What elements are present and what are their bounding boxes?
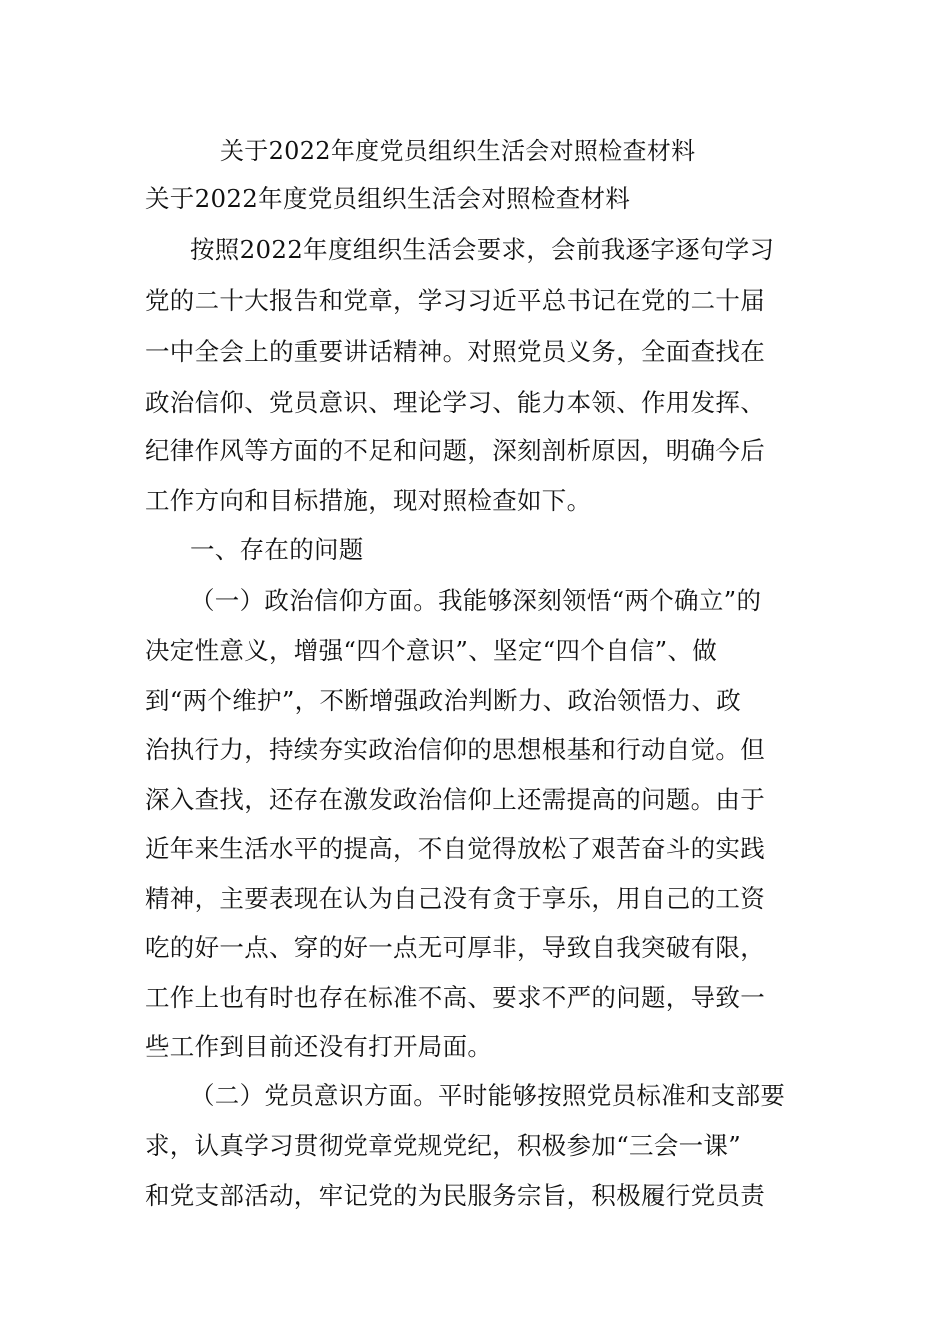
paragraph-line: （二）党员意识方面。平时能够按照党员标准和支部要 [190, 1081, 786, 1110]
paragraph-line: 吃的好一点、穿的好一点无可厚非，导致自我突破有限， [145, 933, 765, 962]
paragraph-line: 些工作到目前还没有打开局面。 [145, 1032, 493, 1061]
paragraph-line: 党的二十大报告和党章，学习习近平总书记在党的二十届 [145, 286, 765, 315]
document-title: 关于2022年度党员组织生活会对照检查材料 [220, 137, 696, 165]
paragraph-line: 决定性意义，增强“四个意识”、坚定“四个自信”、做 [145, 636, 718, 665]
paragraph-line: （一）政治信仰方面。我能够深刻领悟“两个确立”的 [190, 586, 762, 615]
paragraph-line: 治执行力，持续夯实政治信仰的思想根基和行动自觉。但 [145, 735, 765, 764]
paragraph-line: 工作上也有时也存在标准不高、要求不严的问题，导致一 [145, 983, 765, 1012]
paragraph-line: 和党支部活动，牢记党的为民服务宗旨，积极履行党员责 [145, 1181, 765, 1210]
paragraph-line: 精神，主要表现在认为自己没有贪于享乐，用自己的工资 [145, 884, 765, 913]
paragraph-line: 纪律作风等方面的不足和问题，深刻剖析原因，明确今后 [145, 436, 765, 465]
document-subtitle: 关于2022年度党员组织生活会对照检查材料 [145, 184, 631, 213]
paragraph-line: 政治信仰、党员意识、理论学习、能力本领、作用发挥、 [145, 388, 765, 417]
section-heading: 一、存在的问题 [190, 535, 364, 564]
paragraph-line: 一中全会上的重要讲话精神。对照党员义务，全面查找在 [145, 337, 765, 366]
paragraph-line: 近年来生活水平的提高，不自觉得放松了艰苦奋斗的实践 [145, 834, 765, 863]
paragraph-line: 到“两个维护”，不断增强政治判断力、政治领悟力、政 [145, 686, 742, 715]
paragraph-line: 按照2022年度组织生活会要求，会前我逐字逐句学习 [190, 235, 775, 264]
paragraph-line: 求，认真学习贯彻党章党规党纪，积极参加“三会一课” [145, 1131, 742, 1160]
paragraph-line: 深入查找，还存在激发政治信仰上还需提高的问题。由于 [145, 785, 765, 814]
paragraph-line: 工作方向和目标措施，现对照检查如下。 [145, 486, 592, 515]
